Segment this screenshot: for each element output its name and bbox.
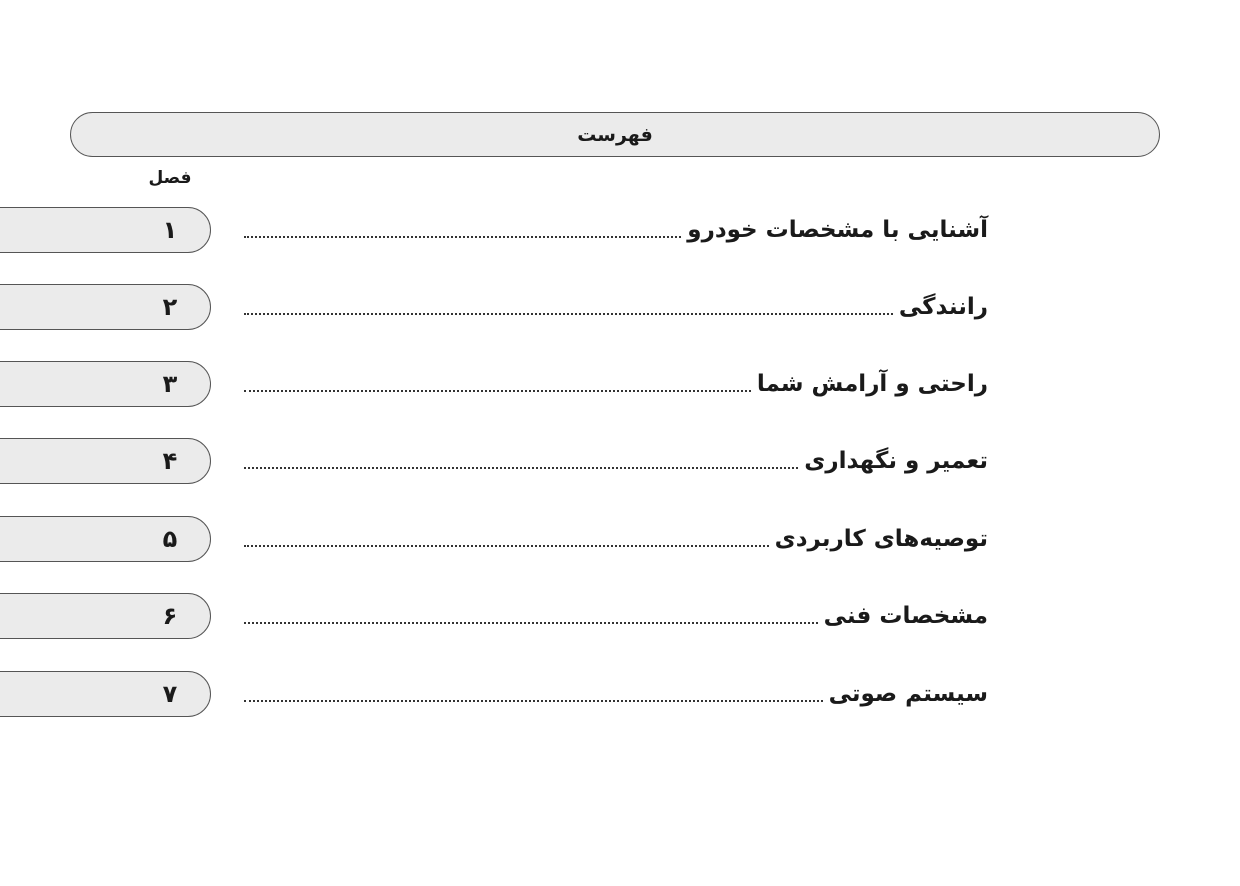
chapter-number: ۳ (162, 370, 178, 398)
dot-leader (244, 467, 798, 469)
toc-entry (244, 671, 988, 717)
dot-leader (244, 390, 751, 392)
chapter-column-label: فصل (148, 168, 192, 188)
chapter-number: ۶ (162, 602, 178, 630)
dot-leader (244, 545, 769, 547)
toc-entry-chapter-5[interactable] (0, 516, 1240, 563)
dot-leader (244, 622, 818, 624)
toc-entry-chapter-3[interactable] (0, 361, 1240, 408)
toc-entry (244, 438, 988, 484)
chapter-title[interactable]: توصیه‌های کاربردی (769, 526, 988, 552)
toc-entry (244, 361, 988, 407)
toc-entry-chapter-2[interactable] (0, 284, 1240, 331)
chapter-number: ۵ (162, 525, 178, 553)
chapter-number: ۴ (162, 447, 178, 475)
chapter-title[interactable]: رانندگی (893, 294, 988, 320)
page-title: فهرست (577, 123, 653, 146)
chapter-number: ۲ (162, 293, 178, 321)
chapter-title[interactable]: راحتی و آرامش شما (751, 371, 988, 397)
toc-entry (244, 593, 988, 639)
toc-entry (244, 207, 988, 253)
toc-title-bar (70, 112, 1160, 157)
chapter-title[interactable]: سیستم صوتی (823, 681, 988, 707)
chapter-title[interactable]: مشخصات فنی (818, 603, 988, 629)
dot-leader (244, 700, 823, 702)
toc-entry-chapter-6[interactable] (0, 593, 1240, 640)
toc-entry-chapter-7[interactable] (0, 671, 1240, 718)
dot-leader (244, 313, 893, 315)
chapter-title[interactable]: آشنایی با مشخصات خودرو (681, 217, 988, 243)
toc-entry (244, 516, 988, 562)
toc-entry-chapter-1[interactable] (0, 207, 1240, 254)
chapter-number: ۱ (162, 216, 178, 244)
toc-entry (244, 284, 988, 330)
chapter-number: ۷ (162, 680, 178, 708)
dot-leader (244, 236, 681, 238)
chapter-title[interactable]: تعمیر و نگهداری (798, 448, 988, 474)
toc-entry-chapter-4[interactable] (0, 438, 1240, 485)
